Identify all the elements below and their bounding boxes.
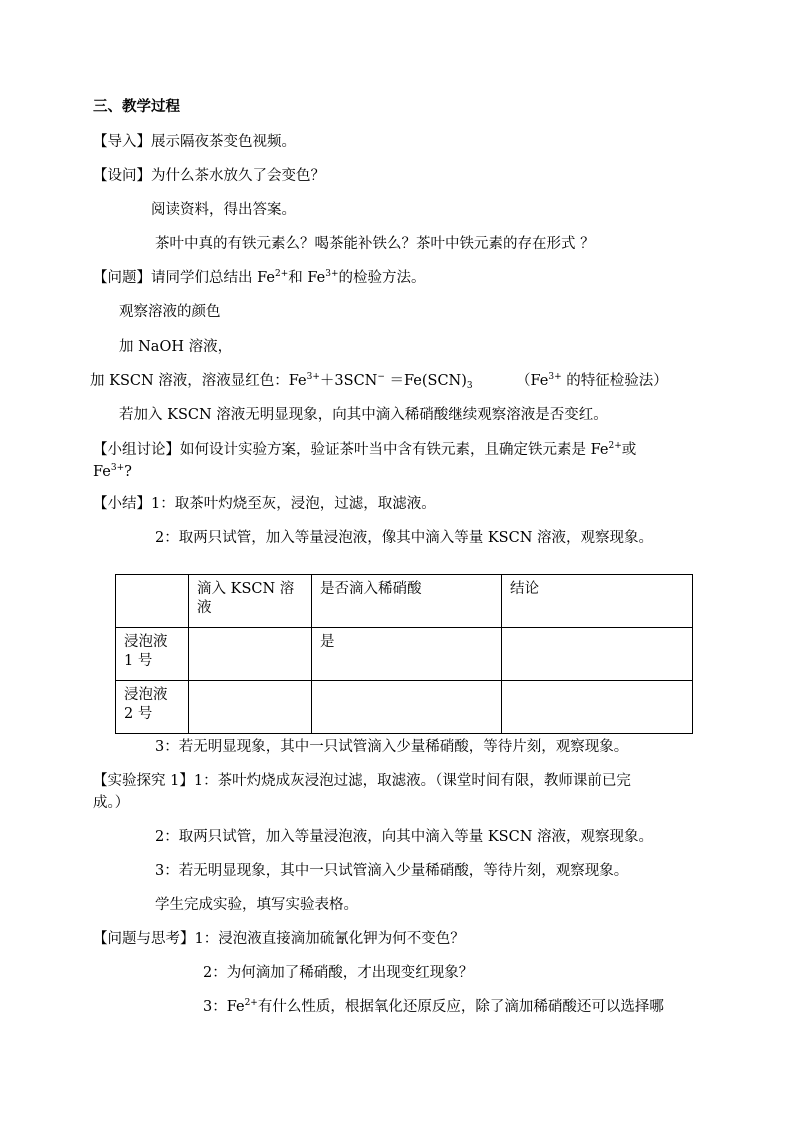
group-discussion-line2-sup: 3+ xyxy=(110,463,125,473)
table-cell xyxy=(189,681,312,734)
table-header-cell xyxy=(116,575,189,628)
intro-tag: 【导入】 xyxy=(93,134,151,150)
group-discussion-text-pre: 如何设计实验方案，验证茶叶当中含有铁元素，且确定铁元素是 Fe xyxy=(180,442,609,458)
experiment-step-1a: 1：茶叶灼烧成灰浸泡过滤，取滤液。（课堂时间有限，教师课前已完 xyxy=(193,773,631,789)
think-q3-line xyxy=(203,997,664,1017)
summary-line-1 xyxy=(93,494,436,514)
table-header-row xyxy=(116,575,693,628)
kscn-sup-2: − xyxy=(377,372,385,382)
question-text: 为什么茶水放久了会变色？ xyxy=(151,168,325,184)
experiment-line-1 xyxy=(93,771,631,791)
problem-line xyxy=(93,268,426,288)
question-line xyxy=(93,166,325,186)
think-q3-sup: 2+ xyxy=(244,998,258,1008)
experiment-step-2: 2：取两只试管，加入等量浸泡液，向其中滴入等量 KSCN 溶液，观察现象。 xyxy=(155,829,653,845)
think-q3-post: 有什么性质，根据氧化还原反应，除了滴加稀硝酸还可以选择哪 xyxy=(257,999,664,1015)
table-cell xyxy=(189,628,312,681)
table-cell: 浸泡液 2 号 xyxy=(116,681,189,734)
section-title: 三、教学过程 xyxy=(93,98,180,115)
kscn-note-pre: （Fe xyxy=(516,373,549,389)
table-cell xyxy=(502,681,693,734)
group-discussion-line2-pre: Fe xyxy=(93,464,111,480)
think-tag: 【问题与思考】 xyxy=(93,931,195,947)
group-discussion-line-1 xyxy=(93,440,636,460)
kscn-note-sup: 3+ xyxy=(548,372,562,382)
table-header-cell: 结论 xyxy=(502,575,693,628)
question-tag: 【设问】 xyxy=(93,168,151,184)
summary-step-1: 1：取茶叶灼烧至灰，浸泡，过滤，取滤液。 xyxy=(151,496,436,512)
table-cell xyxy=(502,628,693,681)
kscn-text-mid-1: ＋3SCN xyxy=(319,373,378,389)
table-cell xyxy=(312,681,502,734)
table-cell: 是 xyxy=(312,628,502,681)
group-discussion-tag: 【小组讨论】 xyxy=(93,442,180,458)
kscn-note xyxy=(516,371,668,391)
group-discussion-line-2 xyxy=(93,462,132,482)
table-header-cell: 是否滴入稀硝酸 xyxy=(312,575,502,628)
experiment-table xyxy=(115,574,693,734)
table-row xyxy=(116,681,693,734)
tea-questions-line: 茶叶中真的有铁元素么？喝茶能补铁么？茶叶中铁元素的存在形式 ？ xyxy=(155,236,595,252)
kscn-sup-1: 3+ xyxy=(306,372,320,382)
experiment-step-3: 3：若无明显现象，其中一只试管滴入少量稀硝酸，等待片刻，观察现象。 xyxy=(155,863,629,879)
experiment-student-line: 学生完成实验，填写实验表格。 xyxy=(155,897,358,913)
experiment-tag: 【实验探究 1】 xyxy=(93,773,194,789)
summary-tag: 【小结】 xyxy=(93,496,151,512)
problem-text-mid: 和 Fe xyxy=(288,270,326,286)
kscn-text-pre: 加 KSCN 溶液，溶液显红色：Fe xyxy=(90,373,307,389)
table-row xyxy=(116,628,693,681)
think-q1: 1：浸泡液直接滴加硫氰化钾为何不变色？ xyxy=(194,931,465,947)
experiment-step-1b: 成。） xyxy=(93,795,130,811)
problem-sup-2: 3+ xyxy=(325,269,339,279)
think-line-1 xyxy=(93,929,465,949)
group-discussion-line2-post: ? xyxy=(124,464,132,480)
summary-step-3: 3：若无明显现象，其中一只试管滴入少量稀硝酸，等待片刻，观察现象。 xyxy=(155,739,629,755)
intro-text: 展示隔夜茶变色视频。 xyxy=(151,134,296,150)
intro-line xyxy=(93,132,296,152)
naoh-line: 加 NaOH 溶液， xyxy=(119,339,233,355)
kscn-note-post: 的特征检验法） xyxy=(561,373,668,389)
kscn-sub: 3 xyxy=(466,381,473,391)
observe-line: 观察溶液的颜色 xyxy=(119,304,221,320)
kscn-text-mid-2: ＝Fe(SCN) xyxy=(384,373,467,389)
table-header-cell: 滴入 KSCN 溶液 xyxy=(189,575,312,628)
problem-text-post: 的检验方法。 xyxy=(338,270,426,286)
table-cell: 浸泡液 1 号 xyxy=(116,628,189,681)
think-q3-pre: 3：Fe xyxy=(203,999,245,1015)
group-discussion-text-post: 或 xyxy=(621,442,637,458)
reading-line: 阅读资料，得出答案。 xyxy=(151,202,296,218)
kscn-followup-line: 若加入 KSCN 溶液无明显现象，向其中滴入稀硝酸继续观察溶液是否变红。 xyxy=(119,407,608,423)
summary-step-2: 2：取两只试管，加入等量浸泡液，像其中滴入等量 KSCN 溶液，观察现象。 xyxy=(155,530,653,546)
group-discussion-sup: 2+ xyxy=(608,441,622,451)
kscn-line xyxy=(90,371,473,391)
problem-text-pre: 请同学们总结出 Fe xyxy=(151,270,275,286)
problem-sup-1: 2+ xyxy=(274,269,289,279)
think-q2: 2：为何滴加了稀硝酸，才出现变红现象？ xyxy=(203,965,474,981)
problem-tag: 【问题】 xyxy=(93,270,151,286)
